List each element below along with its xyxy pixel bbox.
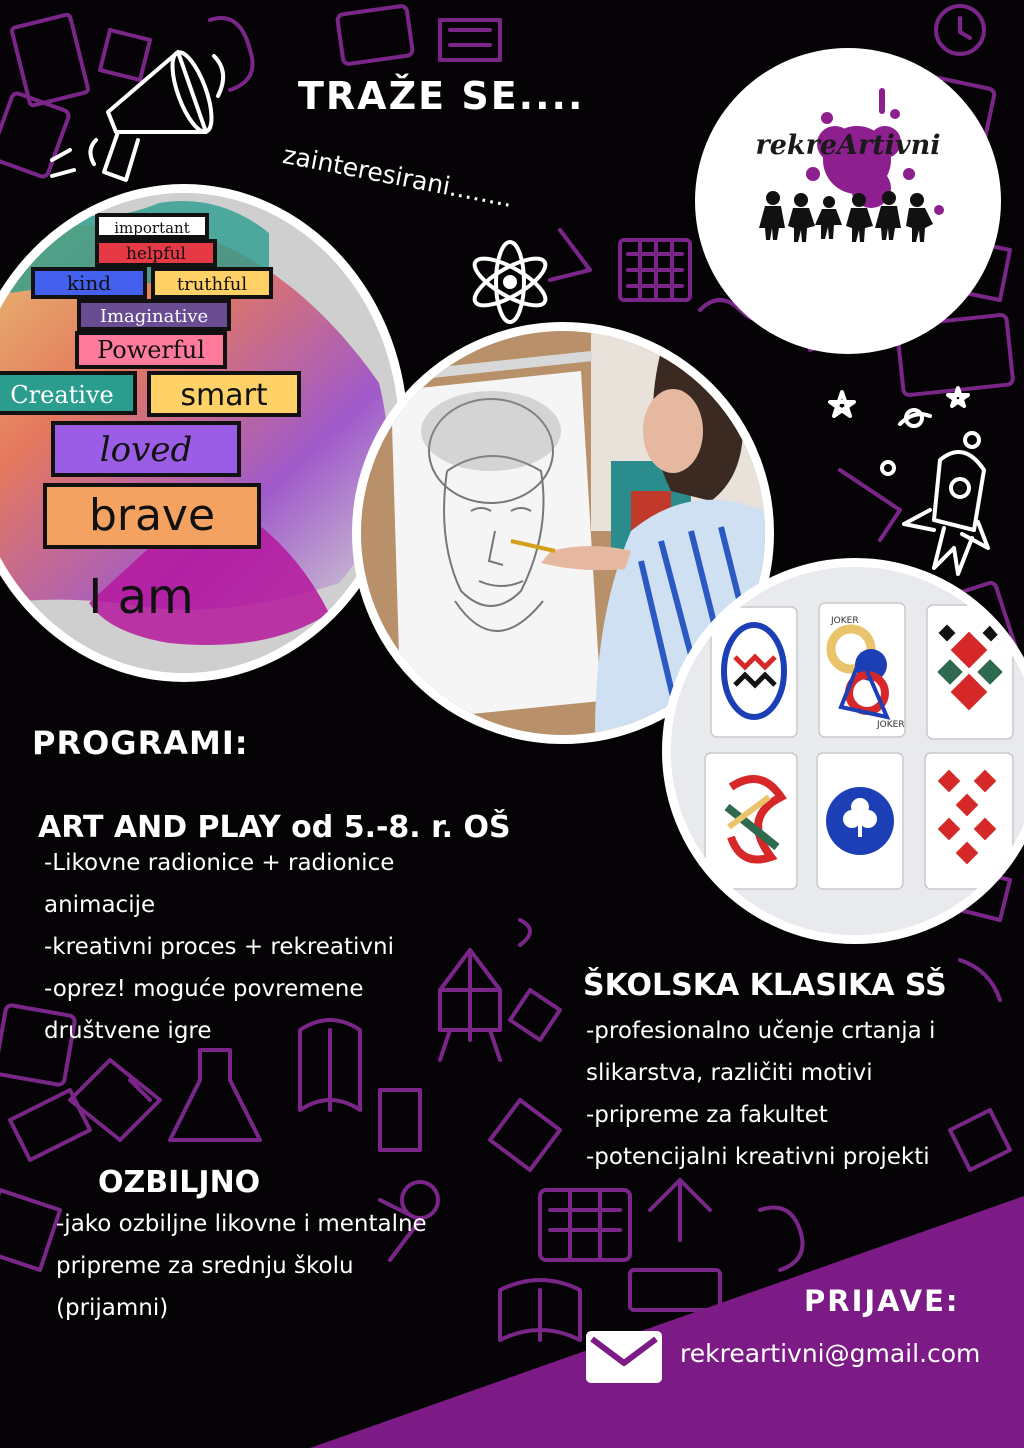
description-line: -Likovne radionice + radionice [44, 850, 395, 876]
step-word: helpful [125, 244, 187, 264]
art-and-play-description [44, 842, 474, 1052]
step-word: I am [88, 569, 194, 625]
art-and-play-title: ART AND PLAY od 5.-8. r. OŠ [38, 810, 511, 845]
photo-playing-cards [662, 558, 1024, 944]
description-line: -oprez! moguće povremene [44, 976, 364, 1002]
logo-text: rekreArtivni [755, 130, 941, 161]
description-line: pripreme za srednju školu [56, 1253, 354, 1279]
step-word: loved [99, 430, 193, 470]
ozbiljno-title: OZBILJNO [98, 1165, 261, 1200]
step-word: Creative [10, 381, 114, 409]
step-word: Powerful [97, 336, 205, 364]
description-line: -profesionalno učenje crtanja i [586, 1018, 936, 1044]
description-line: -jako ozbiljne likovne i mentalne [56, 1211, 427, 1237]
headline: TRAŽE SE.... [298, 74, 585, 118]
subline: zainteresirani........ [280, 140, 516, 214]
step-word: Imaginative [99, 306, 209, 327]
description-line: -kreativni proces + rekreativni [44, 934, 395, 960]
step-word: kind [66, 271, 112, 295]
email-link[interactable]: rekreartivni@gmail.com [680, 1339, 981, 1368]
programs-title: PROGRAMI: [32, 724, 249, 762]
envelope-icon[interactable] [586, 1331, 662, 1383]
description-line: -pripreme za fakultet [586, 1102, 828, 1128]
card-label: JOKER [877, 720, 905, 730]
description-line: društvene igre [44, 1018, 212, 1044]
signup-label: PRIJAVE: [804, 1284, 960, 1318]
description-line: (prijamni) [56, 1295, 169, 1321]
skolska-klasika-description [586, 1010, 1016, 1178]
step-words [0, 193, 399, 673]
step-word: brave [88, 490, 216, 541]
photo-painted-steps [0, 184, 408, 682]
ozbiljno-description [56, 1203, 526, 1329]
description-line: -potencijalni kreativni projekti [586, 1144, 930, 1170]
step-word: important [114, 219, 190, 237]
step-word: truthful [176, 274, 248, 295]
step-word: smart [180, 378, 268, 413]
cards-image [671, 567, 1024, 935]
description-line: animacije [44, 892, 156, 918]
description-line: slikarstva, različiti motivi [586, 1060, 873, 1086]
children-silhouettes [759, 191, 933, 242]
paint-splash-icon [695, 48, 1001, 354]
skolska-klasika-title: ŠKOLSKA KLASIKA SŠ [583, 968, 947, 1003]
logo-badge [695, 48, 1001, 354]
card-label: JOKER [831, 616, 859, 626]
